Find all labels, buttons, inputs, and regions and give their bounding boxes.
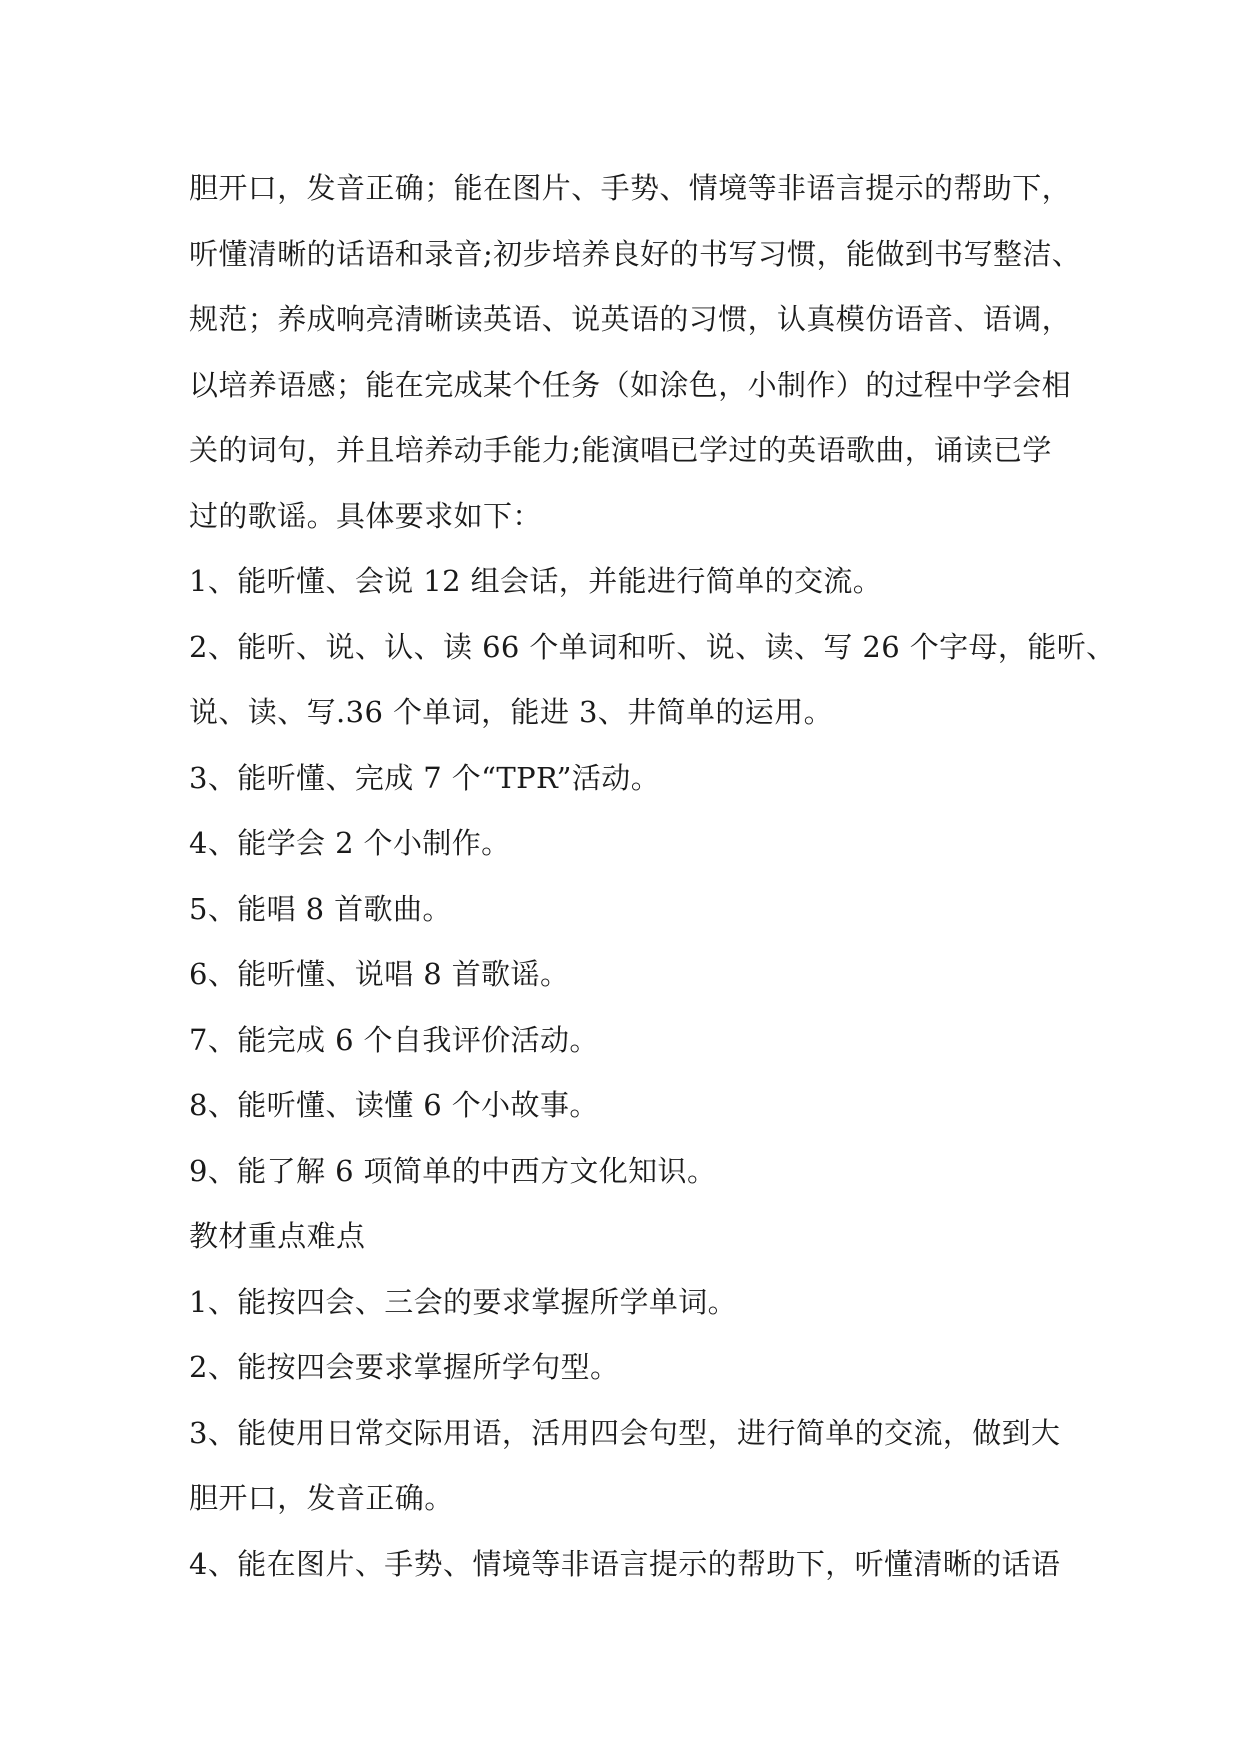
text-line: 听懂清晰的话语和录音;初步培养良好的书写习惯，能做到书写整洁、: [189, 236, 1082, 271]
list-item: 6、能听懂、说唱 8 首歌谣。: [189, 957, 570, 991]
text-line: 过的歌谣。具体要求如下：: [189, 498, 542, 533]
text-line: 以培养语感；能在完成某个任务（如涂色，小制作）的过程中学会相: [189, 367, 1072, 402]
list-item-continuation: 胆开口，发音正确。: [189, 1481, 454, 1515]
text-line: 胆开口，发音正确；能在图片、手势、情境等非语言提示的帮助下，: [189, 171, 1072, 205]
list-item: 3、能听懂、完成 7 个“TPR”活动。: [189, 760, 661, 795]
list-item: 4、能在图片、手势、情境等非语言提示的帮助下，听懂清晰的话语: [189, 1546, 1061, 1581]
section-heading: 教材重点难点: [189, 1219, 366, 1253]
list-item: 2、能按四会要求掌握所学句型。: [189, 1350, 620, 1384]
text-line: 规范；养成响亮清晰读英语、说英语的习惯，认真模仿语音、语调，: [189, 302, 1072, 336]
list-item: 1、能听懂、会说 12 组会话，并能进行简单的交流。: [189, 564, 883, 598]
list-item: 1、能按四会、三会的要求掌握所学单词。: [189, 1284, 738, 1319]
document-body: [189, 156, 1116, 1597]
list-item: 5、能唱 8 首歌曲。: [189, 891, 452, 926]
text-line: 关的词句，并且培养动手能力;能演唱已学过的英语歌曲，诵读已学: [189, 433, 1052, 467]
list-item: 9、能了解 6 项简单的中西方文化知识。: [189, 1153, 717, 1188]
list-item: 8、能听懂、读懂 6 个小故事。: [189, 1088, 599, 1122]
list-item: 2、能听、说、认、读 66 个单词和听、说、读、写 26 个字母，能听、: [189, 629, 1116, 664]
list-item: 4、能学会 2 个小制作。: [189, 826, 511, 860]
list-item: 3、能使用日常交际用语，活用四会句型，进行简单的交流，做到大: [189, 1415, 1061, 1450]
list-item: 7、能完成 6 个自我评价活动。: [189, 1022, 599, 1057]
list-item-continuation: 说、读、写.36 个单词，能进 3、井简单的运用。: [189, 695, 834, 729]
